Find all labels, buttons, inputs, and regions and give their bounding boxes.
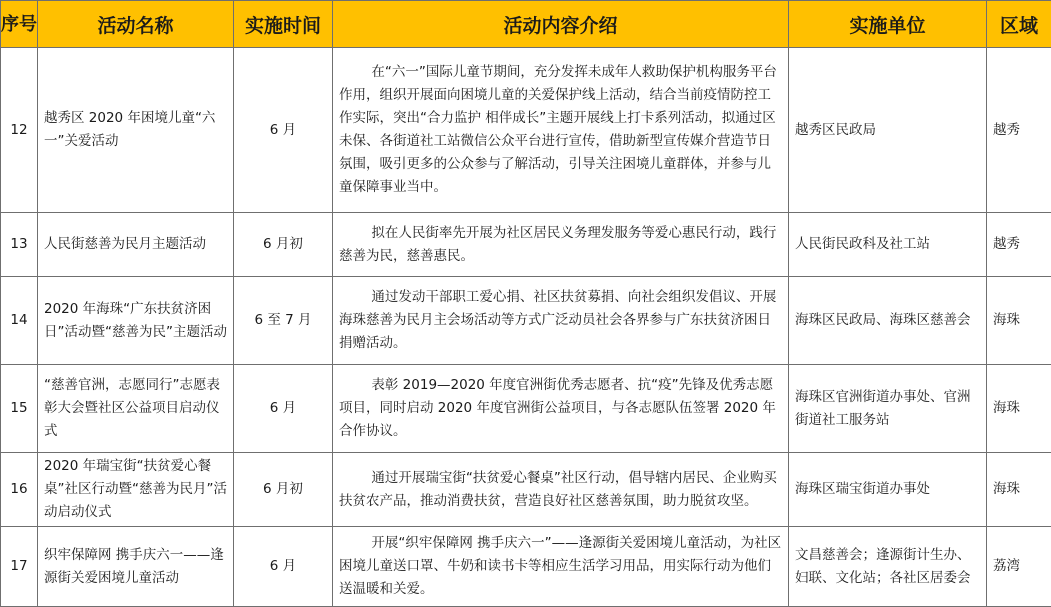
cell-region: 越秀 [987,213,1051,277]
cell-time: 6 月初 [234,213,333,277]
cell-desc: 通过开展瑞宝街“扶贫爱心餐桌”社区行动，倡导辖内居民、企业购买扶贫农产品，推动消费扶贫，营造良好社区慈善氛围，助力脱贫攻坚。 [333,453,789,527]
table-row [1,48,1051,213]
cell-desc: 在“六一”国际儿童节期间，充分发挥未成年人救助保护机构服务平台作用，组织开展面向困境儿童的关爱保护线上活动，结合当前疫情防控工作实际，突出“合力监护 相伴成长”主题开展线上打卡系列活动，拟通过区未保、各街道社工站微信公众平台进行宣传，借助新型宣传媒介营造节日氛围，吸引更多的公众参与了解活动，引导关注困境儿童群体，并参与儿童保障事业当中。 [333,48,789,213]
cell-region: 海珠 [987,277,1051,365]
cell-unit: 越秀区民政局 [789,48,987,213]
cell-name: 2020 年瑞宝街“扶贫爱心餐桌”社区行动暨“慈善为民月”活动启动仪式 [38,453,234,527]
cell-name: 人民街慈善为民月主题活动 [38,213,234,277]
cell-region: 越秀 [987,48,1051,213]
table-row [1,527,1051,607]
cell-time: 6 月 [234,48,333,213]
cell-unit: 海珠区瑞宝街道办事处 [789,453,987,527]
cell-time: 6 至 7 月 [234,277,333,365]
cell-seq: 17 [1,527,38,607]
cell-name: “慈善官洲，志愿同行”志愿表彰大会暨社区公益项目启动仪式 [38,365,234,453]
header-time: 实施时间 [234,1,333,48]
cell-unit: 人民街民政科及社工站 [789,213,987,277]
cell-desc: 表彰 2019—2020 年度官洲街优秀志愿者、抗“疫”先锋及优秀志愿项目，同时启动 2020 年度官洲街公益项目，与各志愿队伍签署 2020 年合作协议。 [333,365,789,453]
cell-seq: 16 [1,453,38,527]
cell-time: 6 月 [234,527,333,607]
table-header-row [1,1,1051,48]
header-desc: 活动内容介绍 [333,1,789,48]
table-row [1,365,1051,453]
cell-desc: 开展“织牢保障网 携手庆六一”——逢源街关爱困境儿童活动，为社区困境儿童送口罩、牛奶和读书卡等相应生活学习用品，用实际行动为他们送温暖和关爱。 [333,527,789,607]
cell-seq: 12 [1,48,38,213]
cell-name: 越秀区 2020 年困境儿童“六一”关爱活动 [38,48,234,213]
cell-name: 2020 年海珠“广东扶贫济困日”活动暨“慈善为民”主题活动 [38,277,234,365]
cell-unit: 海珠区民政局、海珠区慈善会 [789,277,987,365]
table-row [1,213,1051,277]
header-region: 区域 [987,1,1051,48]
table-row [1,453,1051,527]
header-unit: 实施单位 [789,1,987,48]
cell-seq: 13 [1,213,38,277]
cell-desc: 通过发动干部职工爱心捐、社区扶贫募捐、向社会组织发倡议、开展海珠慈善为民月主会场活动等方式广泛动员社会各界参与广东扶贫济困日捐赠活动。 [333,277,789,365]
header-seq: 序号 [1,1,38,48]
cell-seq: 14 [1,277,38,365]
cell-time: 6 月初 [234,453,333,527]
cell-seq: 15 [1,365,38,453]
cell-region: 海珠 [987,453,1051,527]
header-name: 活动名称 [38,1,234,48]
cell-region: 海珠 [987,365,1051,453]
cell-desc: 拟在人民街率先开展为社区居民义务理发服务等爱心惠民行动，践行慈善为民，慈善惠民。 [333,213,789,277]
cell-name: 织牢保障网 携手庆六一——逢源街关爱困境儿童活动 [38,527,234,607]
cell-time: 6 月 [234,365,333,453]
cell-unit: 文昌慈善会；逢源街计生办、妇联、文化站；各社区居委会 [789,527,987,607]
cell-region: 荔湾 [987,527,1051,607]
table-row [1,277,1051,365]
cell-unit: 海珠区官洲街道办事处、官洲街道社工服务站 [789,365,987,453]
